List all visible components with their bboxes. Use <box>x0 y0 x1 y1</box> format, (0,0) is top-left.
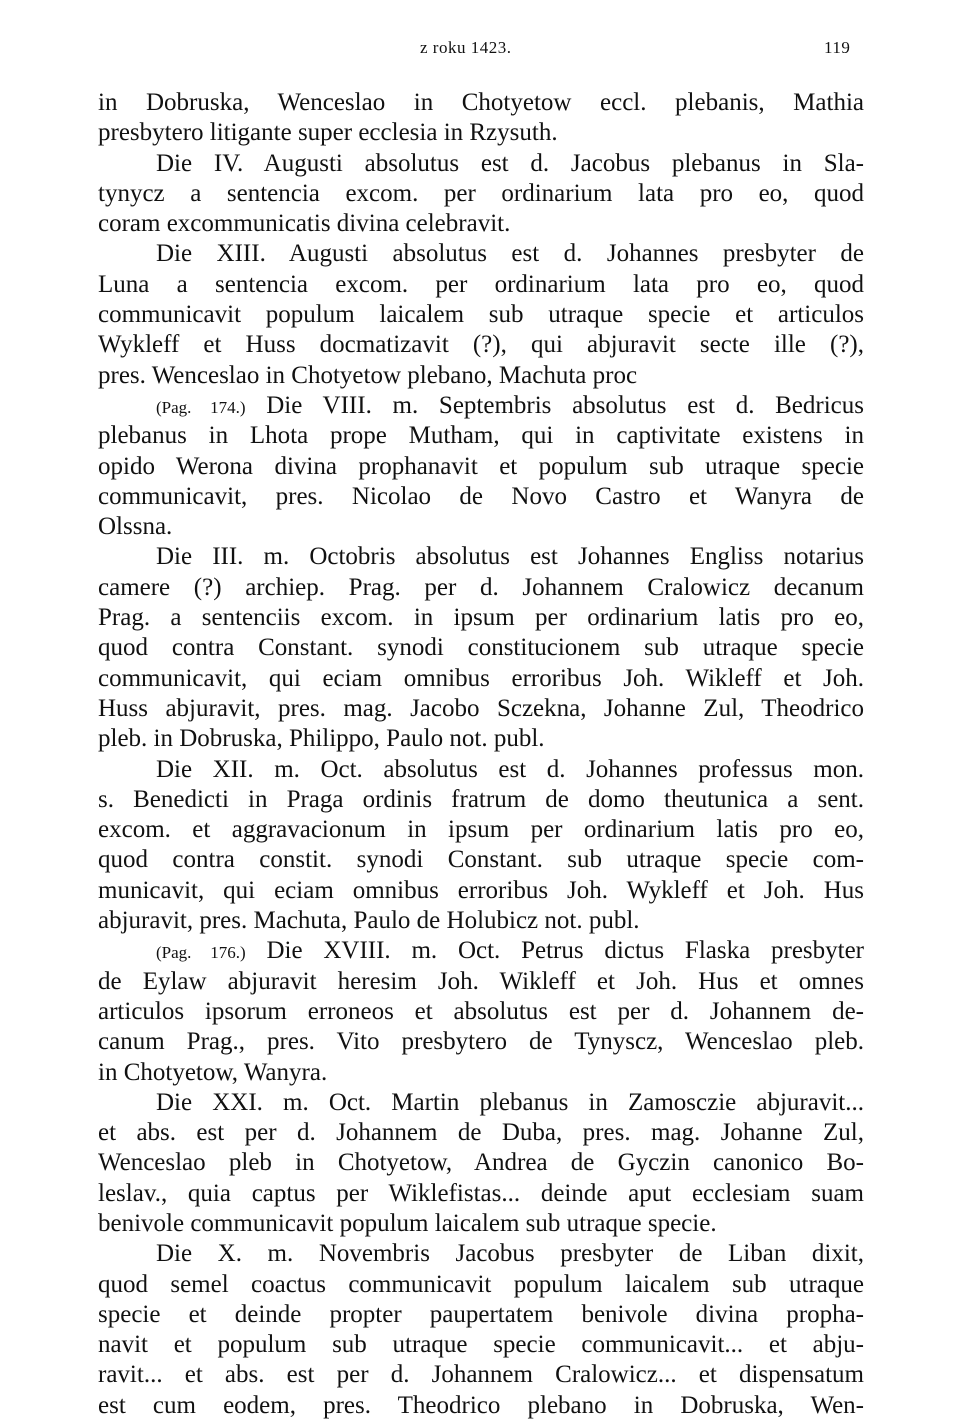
text-line: quod contra constit. synodi Constant. sub utraque specie com- <box>98 846 864 874</box>
text-line: specie et deinde propter paupertatem benivole divina propha- <box>98 1300 864 1328</box>
text-line <box>98 391 864 421</box>
text-line: Die XIII. Augusti absolutus est d. Johannes presbyter de <box>156 240 864 268</box>
text-line: s. Benedicti in Praga ordinis fratrum de domo theutunica a sent. <box>98 785 864 813</box>
text-line: in Chotyetow, Wanyra. <box>98 1058 328 1086</box>
text-line: excom. et aggravacionum in ipsum per ordinarium latis pro eo, <box>98 816 864 844</box>
text-line: tynycz a sentencia excom. per ordinarium lata pro eo, quod <box>98 179 864 207</box>
text-line: communicavit, qui eciam omnibus erroribus Joh. Wikleff et Joh. <box>98 664 864 692</box>
text-line-content: Die XVIII. m. Oct. Petrus dictus Flaska presbyter <box>266 937 865 965</box>
text-line: de Eylaw abjuravit heresim Joh. Wikleff et Joh. Hus et omnes <box>98 967 864 995</box>
text-line: Wenceslao pleb in Chotyetow, Andrea de Gyczin canonico Bo- <box>98 1149 864 1177</box>
text-line: Prag. a sentenciis excom. in ipsum per ordinarium latis pro eo, <box>98 604 864 632</box>
text-line: presbytero litigante super ecclesia in Rzysuth. <box>98 119 558 147</box>
text-line: plebanus in Lhota prope Mutham, qui in captivitate existens in <box>98 422 864 450</box>
text-line: benivole communicavit populum laicalem sub utraque specie. <box>98 1209 717 1237</box>
text-line: ravit... et abs. est per d. Johannem Cralowicz... et dispensatum <box>98 1361 864 1389</box>
page-reference: (Pag. 176.) <box>156 943 246 963</box>
text-line: articulos ipsorum erroneos et absolutus est per d. Johannem de- <box>98 997 864 1025</box>
text-line: leslav., quia captus per Wiklefistas... deinde aput ecclesiam suam <box>98 1179 864 1207</box>
text-line: Die X. m. Novembris Jacobus presbyter de Liban dixit, <box>156 1240 864 1268</box>
text-line: Die XII. m. Oct. absolutus est d. Johannes professus mon. <box>156 755 864 783</box>
text-line: municavit, qui eciam omnibus erroribus Joh. Wykleff et Joh. Hus <box>98 876 864 904</box>
text-line: et abs. est per d. Johannem de Duba, pres. mag. Johanne Zul, <box>98 1119 864 1147</box>
text-line: Luna a sentencia excom. per ordinarium lata pro eo, quod <box>98 270 864 298</box>
page-reference: (Pag. 174.) <box>156 397 246 417</box>
running-title: z roku 1423. <box>420 38 512 57</box>
text-line: navit et populum sub utraque specie communicavit... et abju- <box>98 1331 864 1359</box>
text-line: quod semel coactus communicavit populum laicalem sub utraque <box>98 1270 864 1298</box>
text-line: Huss abjuravit, pres. mag. Jacobo Sczekna, Johanne Zul, Theodrico <box>98 694 864 722</box>
text-line: camere (?) archiep. Prag. per d. Johannem Cralowicz decanum <box>98 573 864 601</box>
text-line: coram excommunicatis divina celebravit. <box>98 210 511 238</box>
text-line: communicavit populum laicalem sub utraque specie et articulos <box>98 301 864 329</box>
text-line: pleb. in Dobruska, Philippo, Paulo not. publ. <box>98 725 545 753</box>
text-line: Olssna. <box>98 513 173 541</box>
text-line: quod contra Constant. synodi constitucionem sub utraque specie <box>98 634 864 662</box>
text-line: opido Werona divina prophanavit et populum sub utraque specie <box>98 452 864 480</box>
page-number: 119 <box>824 38 851 57</box>
text-line: est cum eodem, pres. Theodrico plebano in Dobruska, Wen- <box>98 1391 864 1419</box>
text-line: Die XXI. m. Oct. Martin plebanus in Zamosczie abjuravit... <box>156 1088 864 1116</box>
running-header <box>0 38 960 62</box>
text-line <box>98 936 864 966</box>
text-line: communicavit, pres. Nicolao de Novo Castro et Wanyra de <box>98 482 864 510</box>
text-line: canum Prag., pres. Vito presbytero de Tynyscz, Wenceslao pleb. <box>98 1028 864 1056</box>
text-line: pres. Wenceslao in Chotyetow plebano, Machuta proc <box>98 361 638 389</box>
text-line: Wykleff et Huss docmatizavit (?), qui abjuravit secte ille (?), <box>98 331 864 359</box>
text-line: abjuravit, pres. Machuta, Paulo de Holubicz not. publ. <box>98 907 640 935</box>
text-line: Die IV. Augusti absolutus est d. Jacobus plebanus in Sla- <box>156 149 864 177</box>
text-line: Die III. m. Octobris absolutus est Johannes Engliss notarius <box>156 543 864 571</box>
text-line-content: Die VIII. m. Septembris absolutus est d. Bedricus <box>266 391 864 419</box>
text-line: in Dobruska, Wenceslao in Chotyetow eccl. plebanis, Mathia <box>98 89 864 116</box>
text-body <box>98 88 864 1421</box>
